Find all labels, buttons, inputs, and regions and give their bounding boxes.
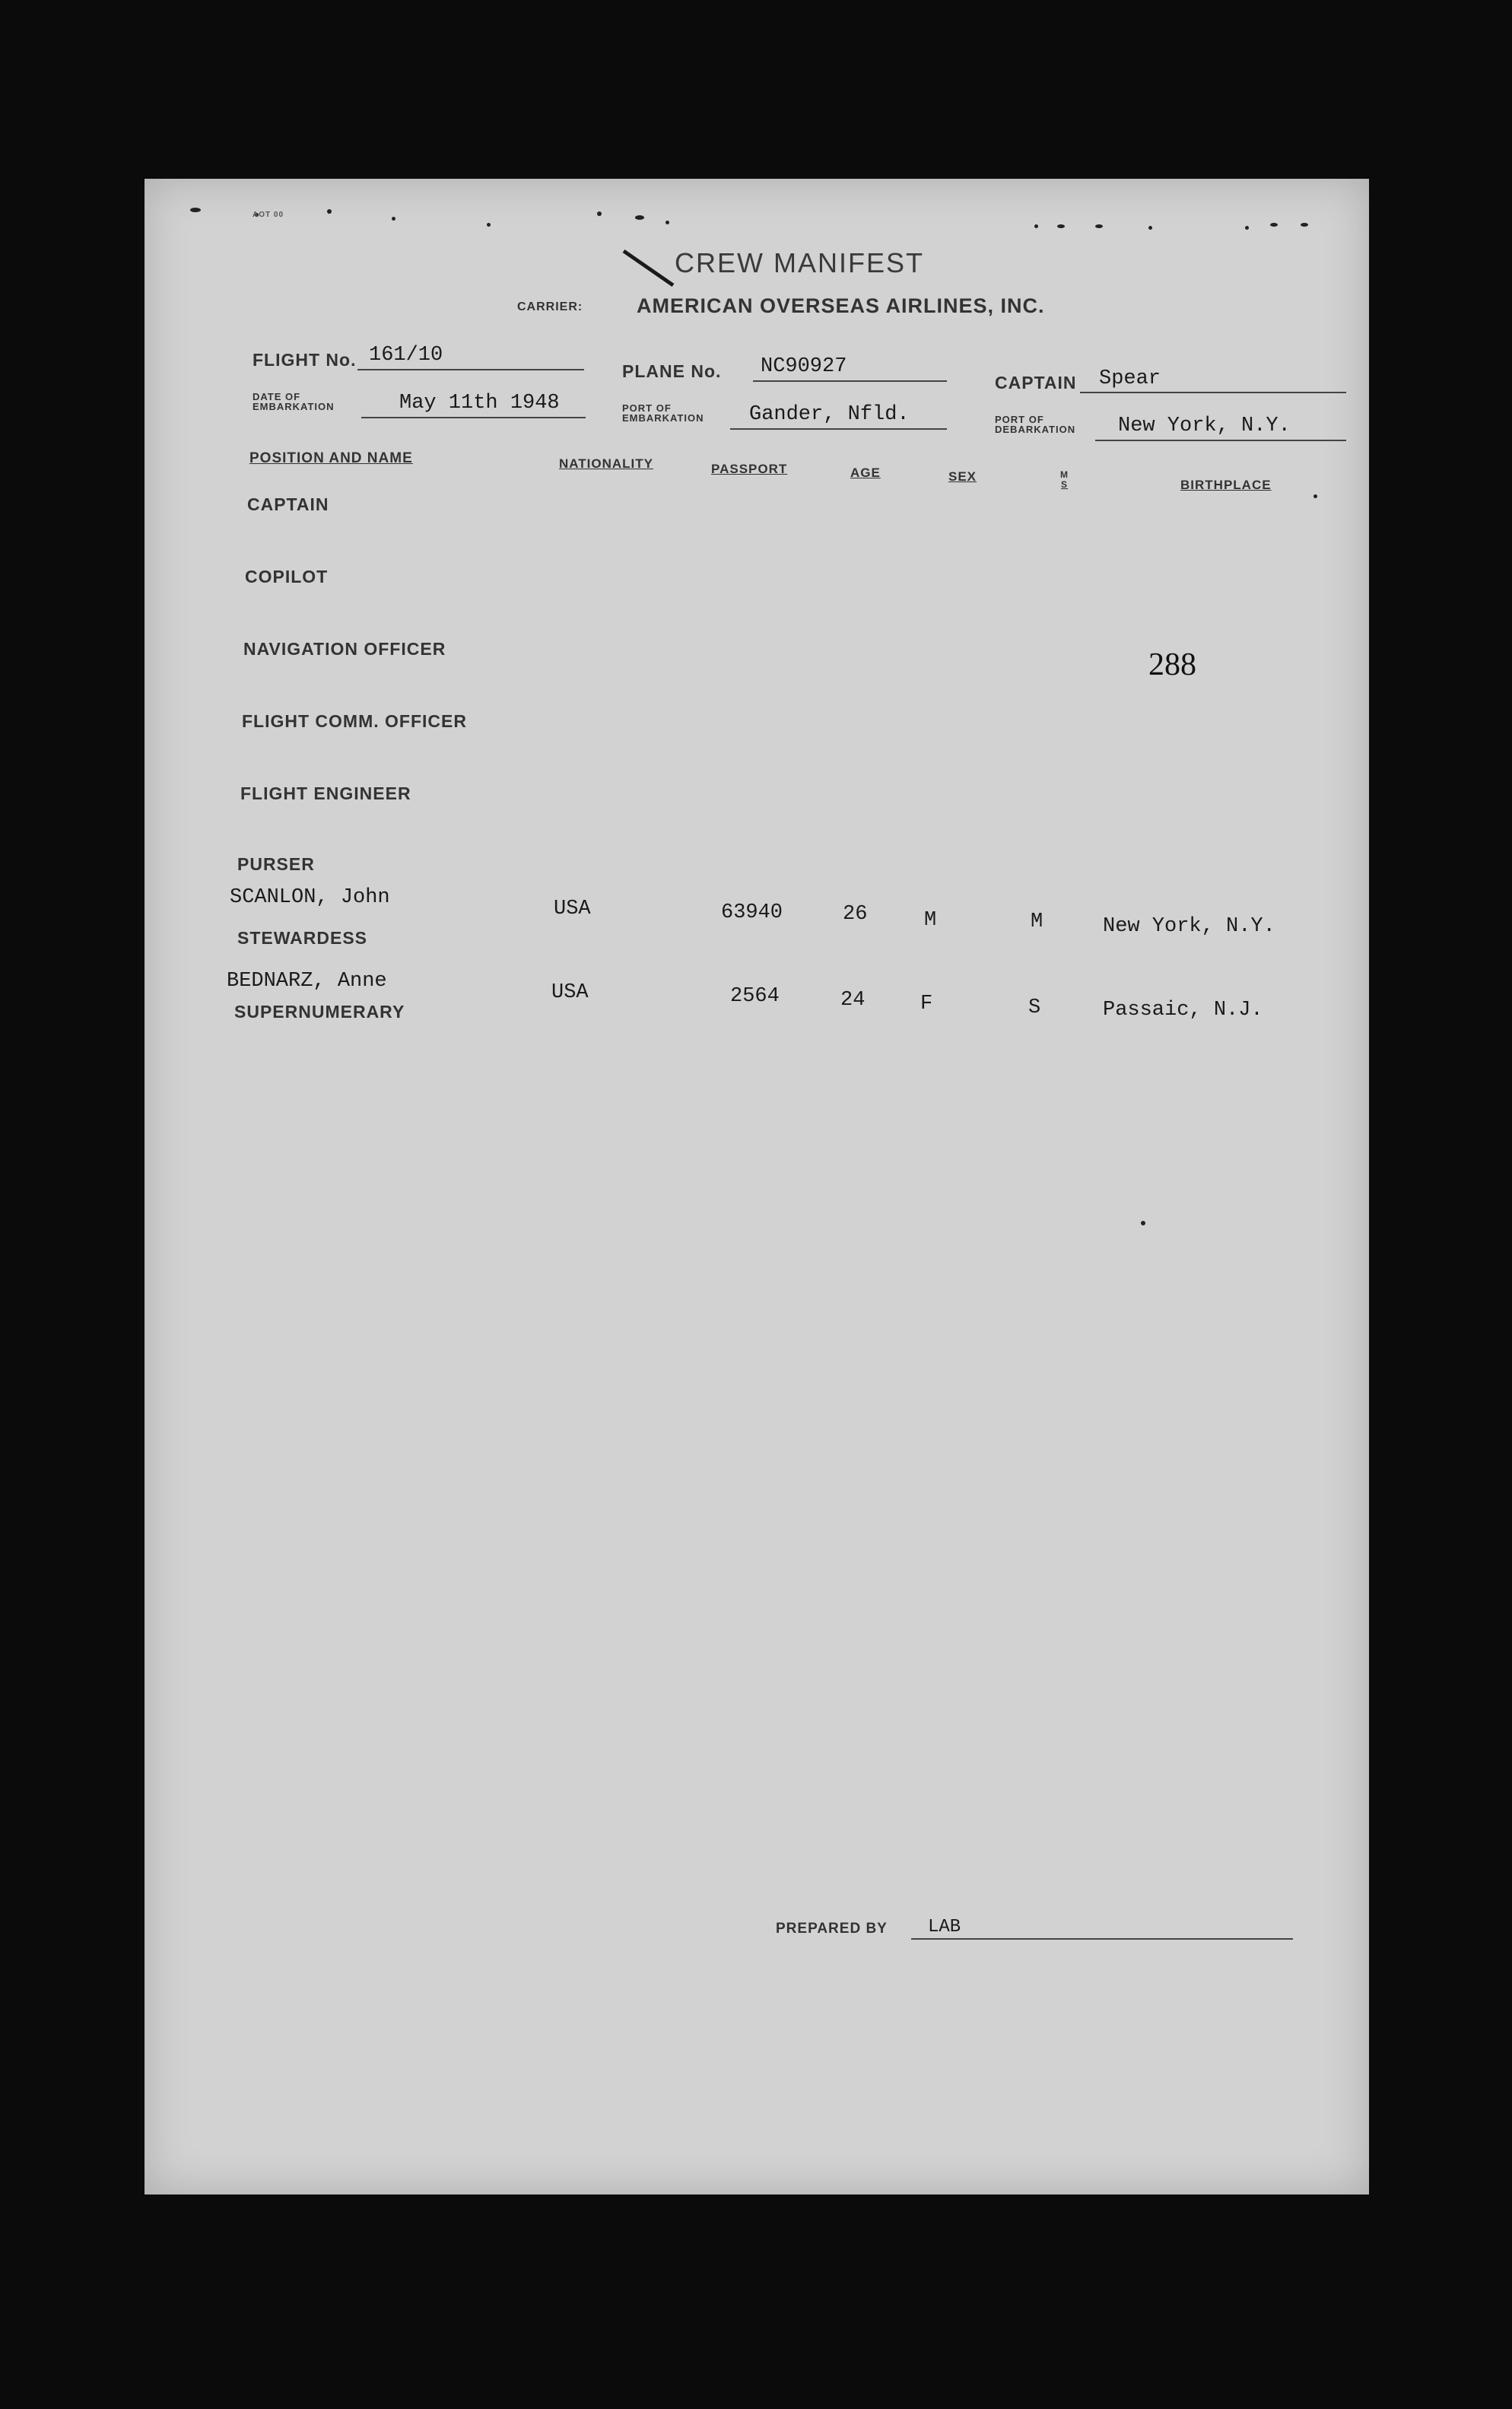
- crew-name: SCANLON, John: [230, 886, 390, 909]
- ink-speck: [1301, 223, 1308, 227]
- carrier-label: CARRIER:: [517, 300, 583, 313]
- crew-marital: M: [1031, 911, 1043, 933]
- date-label: [253, 392, 335, 412]
- ink-speck: [1034, 224, 1038, 228]
- ink-speck: [1270, 223, 1278, 227]
- ink-speck: [597, 211, 602, 216]
- captain-value: Spear: [1099, 367, 1161, 390]
- ink-speck: [1245, 226, 1249, 230]
- crew-name: BEDNARZ, Anne: [227, 970, 387, 993]
- port-deb-underline: [1095, 440, 1346, 441]
- crew-marital: S: [1028, 996, 1041, 1019]
- col-sex: SEX: [948, 469, 977, 484]
- manifest-title: CREW MANIFEST: [675, 247, 924, 278]
- crew-sex: F: [920, 993, 933, 1015]
- captain-underline: [1080, 392, 1346, 393]
- crew-passport: 2564: [730, 985, 780, 1008]
- position-navigation-officer: NAVIGATION OFFICER: [243, 639, 446, 659]
- flight-no-value: 161/10: [369, 344, 443, 367]
- date-label-line1: DATE OF: [253, 391, 301, 402]
- crew-birthplace: New York, N.Y.: [1103, 915, 1275, 938]
- crew-sex: M: [924, 909, 937, 932]
- position-supernumerary: SUPERNUMERARY: [234, 1002, 405, 1022]
- port-deb-label-line1: PORT OF: [995, 414, 1044, 425]
- pen-slash-mark: [620, 247, 681, 293]
- col-marital: [1060, 470, 1069, 490]
- position-stewardess: STEWARDESS: [237, 928, 368, 948]
- port-deb-label-line2: DEBARKATION: [995, 424, 1076, 435]
- ink-speck: [327, 209, 332, 214]
- date-value: May 11th 1948: [399, 392, 560, 415]
- ink-speck: [1141, 1221, 1145, 1225]
- prepared-by-label: PREPARED BY: [776, 1921, 888, 1937]
- crew-passport: 63940: [721, 901, 783, 924]
- crew-nationality: USA: [554, 898, 591, 920]
- flight-no-label: FLIGHT No.: [253, 350, 357, 370]
- crew-age: 24: [840, 989, 866, 1012]
- col-marital-bottom: S: [1060, 479, 1068, 490]
- ink-speck: [392, 217, 395, 221]
- col-marital-top: M: [1060, 469, 1069, 480]
- date-underline: [361, 417, 586, 418]
- port-deb-value: New York, N.Y.: [1118, 415, 1291, 437]
- ink-speck: [487, 223, 491, 227]
- crew-age: 26: [843, 903, 868, 926]
- crew-nationality: USA: [551, 981, 589, 1004]
- ink-speck: [635, 215, 644, 220]
- position-copilot: COPILOT: [245, 567, 329, 586]
- col-nationality: NATIONALITY: [559, 456, 654, 471]
- prepared-by-underline: [911, 1938, 1293, 1940]
- plane-no-label: PLANE No.: [622, 361, 722, 381]
- ink-speck: [1095, 224, 1103, 228]
- ink-speck: [190, 208, 201, 212]
- position-purser: PURSER: [237, 854, 315, 874]
- plane-no-underline: [753, 380, 947, 382]
- port-emb-label-line1: PORT OF: [622, 402, 672, 414]
- plane-no-value: NC90927: [761, 355, 847, 378]
- port-deb-label: [995, 415, 1075, 434]
- port-emb-value: Gander, Nfld.: [749, 403, 910, 426]
- col-age: AGE: [850, 466, 881, 480]
- position-captain: CAPTAIN: [247, 494, 329, 514]
- port-emb-underline: [730, 428, 947, 430]
- captain-label: CAPTAIN: [995, 373, 1077, 392]
- manifest-page: [145, 179, 1369, 2194]
- form-code: AOT 00: [253, 211, 284, 219]
- ink-speck: [1313, 494, 1317, 498]
- date-label-line2: EMBARKATION: [253, 401, 335, 412]
- ink-speck: [1057, 224, 1065, 228]
- ink-speck: [665, 221, 669, 224]
- page-number: 288: [1148, 647, 1196, 682]
- flight-no-underline: [357, 369, 584, 370]
- carrier-name: AMERICAN OVERSEAS AIRLINES, INC.: [637, 294, 1045, 317]
- port-emb-label-line2: EMBARKATION: [622, 412, 704, 424]
- ink-speck: [1148, 226, 1152, 230]
- position-flight-engineer: FLIGHT ENGINEER: [240, 783, 411, 803]
- position-flight-comm-officer: FLIGHT COMM. OFFICER: [242, 711, 467, 731]
- prepared-by-value: LAB: [928, 1917, 961, 1937]
- crew-birthplace: Passaic, N.J.: [1103, 999, 1263, 1022]
- port-emb-label: [622, 403, 704, 423]
- col-birthplace: BIRTHPLACE: [1180, 478, 1272, 492]
- col-position: POSITION AND NAME: [249, 450, 413, 466]
- col-passport: PASSPORT: [711, 462, 788, 476]
